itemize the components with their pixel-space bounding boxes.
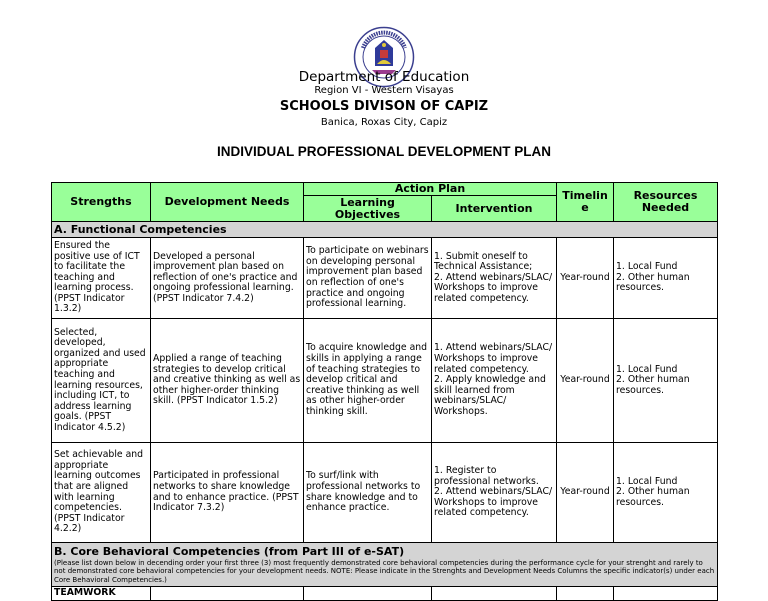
- development-plan-table: [51, 182, 718, 601]
- strength-cell: Set achievable and appropriate learning outcomes that are aligned with learning competencies. (PPST Indicator 4.2.2): [52, 443, 151, 543]
- learning-objective-cell: To surf/link with professional networks to share knowledge and to enhance practice.: [304, 443, 432, 543]
- table-row: [52, 319, 718, 443]
- teamwork-label: TEAMWORK: [52, 587, 151, 601]
- section-a-title: A. Functional Competencies: [52, 222, 718, 238]
- resources-cell: 1. Local Fund 2. Other human resources.: [614, 238, 718, 319]
- timeline-cell: Year-round: [557, 319, 614, 443]
- department-name: Department of Education: [298, 69, 470, 85]
- header-timeline: Timelin e: [557, 183, 614, 222]
- region-name: Region VI - Western Visayas: [314, 85, 454, 96]
- section-b-title: B. Core Behavioral Competencies (from Part III of e-SAT): [54, 544, 405, 558]
- header-action-plan: Action Plan: [304, 183, 557, 196]
- resources-cell: 1. Local Fund 2. Other human resources.: [614, 443, 718, 543]
- header-development-needs: Development Needs: [151, 183, 304, 222]
- development-need-cell: Applied a range of teaching strategies to develop critical and creative thinking as well as other higher-order thinking skill. (PPST Indicator 1.5.2): [151, 319, 304, 443]
- header-resources-needed: Resources Needed: [614, 183, 718, 222]
- intervention-cell: 1. Submit oneself to Technical Assistance; 2. Attend webinars/SLAC/ Workshops to improve related competency.: [432, 238, 557, 319]
- intervention-cell: 1. Register to professional networks. 2. Attend webinars/SLAC/ Workshops to improve related competency.: [432, 443, 557, 543]
- learning-objective-cell: To participate on webinars on developing personal improvement plan based on reflection of one's practice and ongoing professional learning.: [304, 238, 432, 319]
- development-need-cell: Developed a personal improvement plan based on reflection of one's practice and ongoing professional learning. (PPST Indicator 7.4.2): [151, 238, 304, 319]
- division-name: SCHOOLS DIVISON OF CAPIZ: [279, 99, 489, 114]
- division-address: Banica, Roxas City, Capiz: [320, 117, 448, 128]
- timeline-cell: Year-round: [557, 443, 614, 543]
- table-row: [52, 238, 718, 319]
- timeline-cell: Year-round: [557, 238, 614, 319]
- strength-cell: Selected, developed, organized and used appropriate teaching and learning resources, including ICT, to address learning goals. (PPST Indicator 4.5.2): [52, 319, 151, 443]
- header-learning-objectives: Learning Objectives: [304, 196, 432, 222]
- document-title: INDIVIDUAL PROFESSIONAL DEVELOPMENT PLAN: [216, 144, 552, 159]
- section-b-header: [52, 543, 718, 587]
- table-row: [52, 443, 718, 543]
- resources-cell: 1. Local Fund 2. Other human resources.: [614, 319, 718, 443]
- header-intervention: Intervention: [432, 196, 557, 222]
- intervention-cell: 1. Attend webinars/SLAC/ Workshops to improve related competency. 2. Apply knowledge and skill learned from webinars/SLAC/ Workshops.: [432, 319, 557, 443]
- strength-cell: Ensured the positive use of ICT to facilitate the teaching and learning process. (PPST Indicator 1.3.2): [52, 238, 151, 319]
- development-need-cell: Participated in professional networks to share knowledge and to enhance practice. (PPST Indicator 7.3.2): [151, 443, 304, 543]
- header-strengths: Strengths: [52, 183, 151, 222]
- learning-objective-cell: To acquire knowledge and skills in applying a range of teaching strategies to develop critical and creative thinking as well as other higher-order thinking skill.: [304, 319, 432, 443]
- section-b-note: (Please list down below in decending order your first three (3) most frequently demonstrated core behavioral competencies during the performance cycle for your strenght and rarely to not demonstrated core behavioral competencies for your development needs. NOTE: Please indicate in the Strenghts and Development Needs Columns the specific indicator(s) under each Core Behavioral Competencies.): [54, 558, 715, 584]
